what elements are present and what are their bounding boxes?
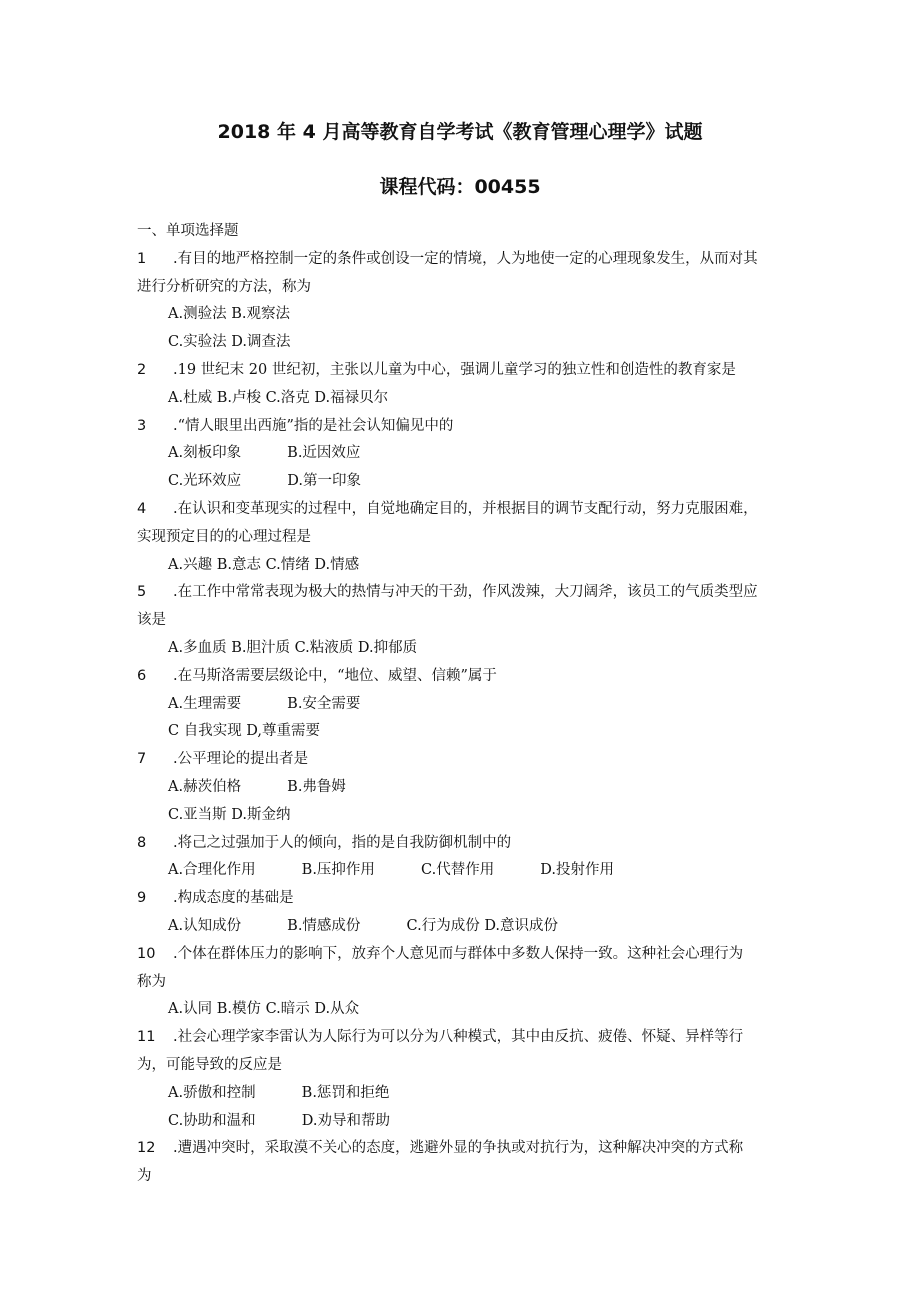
question-stem xyxy=(137,746,787,774)
answer-options: A.多血质 B.胆汁质 C.粘液质 D.抑郁质 xyxy=(168,639,418,656)
question-number: 9 xyxy=(137,890,147,907)
question-stem xyxy=(137,830,787,858)
question-stem xyxy=(137,357,787,385)
question-stem xyxy=(137,941,787,969)
question-stem xyxy=(137,246,787,274)
answer-options: A.生理需要 B.安全需要 xyxy=(168,695,361,712)
question-number: 5 xyxy=(137,584,147,601)
question-number: 6 xyxy=(137,667,147,684)
answer-options: C.协助和温和 D.劝导和帮助 xyxy=(168,1112,390,1129)
question-text: .在马斯洛需要层级论中，“地位、威望、信赖”属于 xyxy=(173,667,497,684)
question-stem xyxy=(137,885,787,913)
question-text: .有目的地严格控制一定的条件或创设一定的情境，人为地使一定的心理现象发生，从而对其 xyxy=(173,250,758,267)
question-number: 11 xyxy=(137,1029,156,1046)
question-number: 7 xyxy=(137,751,147,768)
question-text-continued: 实现预定目的的心理过程是 xyxy=(137,528,311,545)
answer-options: A.赫茨伯格 B.弗鲁姆 xyxy=(168,778,346,795)
question-number: 8 xyxy=(137,834,147,851)
question-stem xyxy=(137,579,787,607)
answer-options: A.杜威 B.卢梭 C.洛克 D.福禄贝尔 xyxy=(168,389,389,406)
question-text: .社会心理学家李雷认为人际行为可以分为八种模式，其中由反抗、疲倦、怀疑、异样等行 xyxy=(173,1029,744,1046)
answer-options: A.骄傲和控制 B.惩罚和拒绝 xyxy=(168,1084,390,1101)
answer-options: A.合理化作用 B.压抑作用 C.代替作用 D.投射作用 xyxy=(168,862,615,879)
question-number: 3 xyxy=(137,417,147,434)
question-text: .遭遇冲突时，采取漠不关心的态度，逃避外显的争执或对抗行为，这种解决冲突的方式称 xyxy=(173,1140,744,1157)
question-text: .将己之过强加于人的倾向，指的是自我防御机制中的 xyxy=(173,834,512,851)
question-stem xyxy=(137,1024,787,1052)
question-number: 2 xyxy=(137,361,147,378)
question-list xyxy=(137,218,787,1191)
answer-options: A.测验法 B.观察法 xyxy=(168,306,290,323)
answer-options: C.光环效应 D.第一印象 xyxy=(168,473,361,490)
question-number: 10 xyxy=(137,945,156,962)
answer-options: A.兴趣 B.意志 C.情绪 D.情感 xyxy=(168,556,360,573)
question-stem xyxy=(137,1135,787,1163)
question-number: 4 xyxy=(137,500,147,517)
answer-options: A.认知成份 B.情感成份 C.行为成份 D.意识成份 xyxy=(168,917,559,934)
question-stem xyxy=(137,413,787,441)
question-text: .“情人眼里出西施”指的是社会认知偏见中的 xyxy=(173,417,454,434)
exam-title: 2018 年 4 月高等教育自学考试《教育管理心理学》试题 xyxy=(217,121,703,143)
question-text-continued: 为 xyxy=(137,1168,152,1185)
question-text-continued: 该是 xyxy=(137,612,166,629)
question-text-continued: 称为 xyxy=(137,973,166,990)
question-text: .19 世纪末 20 世纪初，主张以儿童为中心，强调儿童学习的独立性和创造性的教育家是 xyxy=(173,361,736,378)
answer-options: C.实验法 D.调查法 xyxy=(168,334,291,351)
question-text: .在工作中常常表现为极大的热情与冲天的干劲，作风泼辣，大刀阔斧，该员工的气质类型应 xyxy=(173,584,758,601)
question-text: .构成态度的基础是 xyxy=(173,890,294,907)
question-text-continued: 为，可能导致的反应是 xyxy=(137,1056,282,1073)
question-number: 1 xyxy=(137,250,147,267)
section-heading: 一、单项选择题 xyxy=(137,223,239,239)
course-code: 课程代码：00455 xyxy=(379,176,541,198)
answer-options: A.认同 B.模仿 C.暗示 D.从众 xyxy=(168,1001,360,1018)
question-stem xyxy=(137,663,787,691)
question-text-continued: 进行分析研究的方法，称为 xyxy=(137,278,311,295)
answer-options: C 自我实现 D,尊重需要 xyxy=(168,723,321,740)
question-text: .在认识和变革现实的过程中，自觉地确定目的，并根据目的调节支配行动，努力克服困难， xyxy=(173,500,758,517)
question-text: .个体在群体压力的影响下，放弃个人意见而与群体中多数人保持一致。这种社会心理行为 xyxy=(173,945,744,962)
question-number: 12 xyxy=(137,1140,156,1157)
question-stem xyxy=(137,496,787,524)
question-text: .公平理论的提出者是 xyxy=(173,751,309,768)
answer-options: A.刻板印象 B.近因效应 xyxy=(168,445,361,462)
answer-options: C.亚当斯 D.斯金纳 xyxy=(168,806,291,823)
